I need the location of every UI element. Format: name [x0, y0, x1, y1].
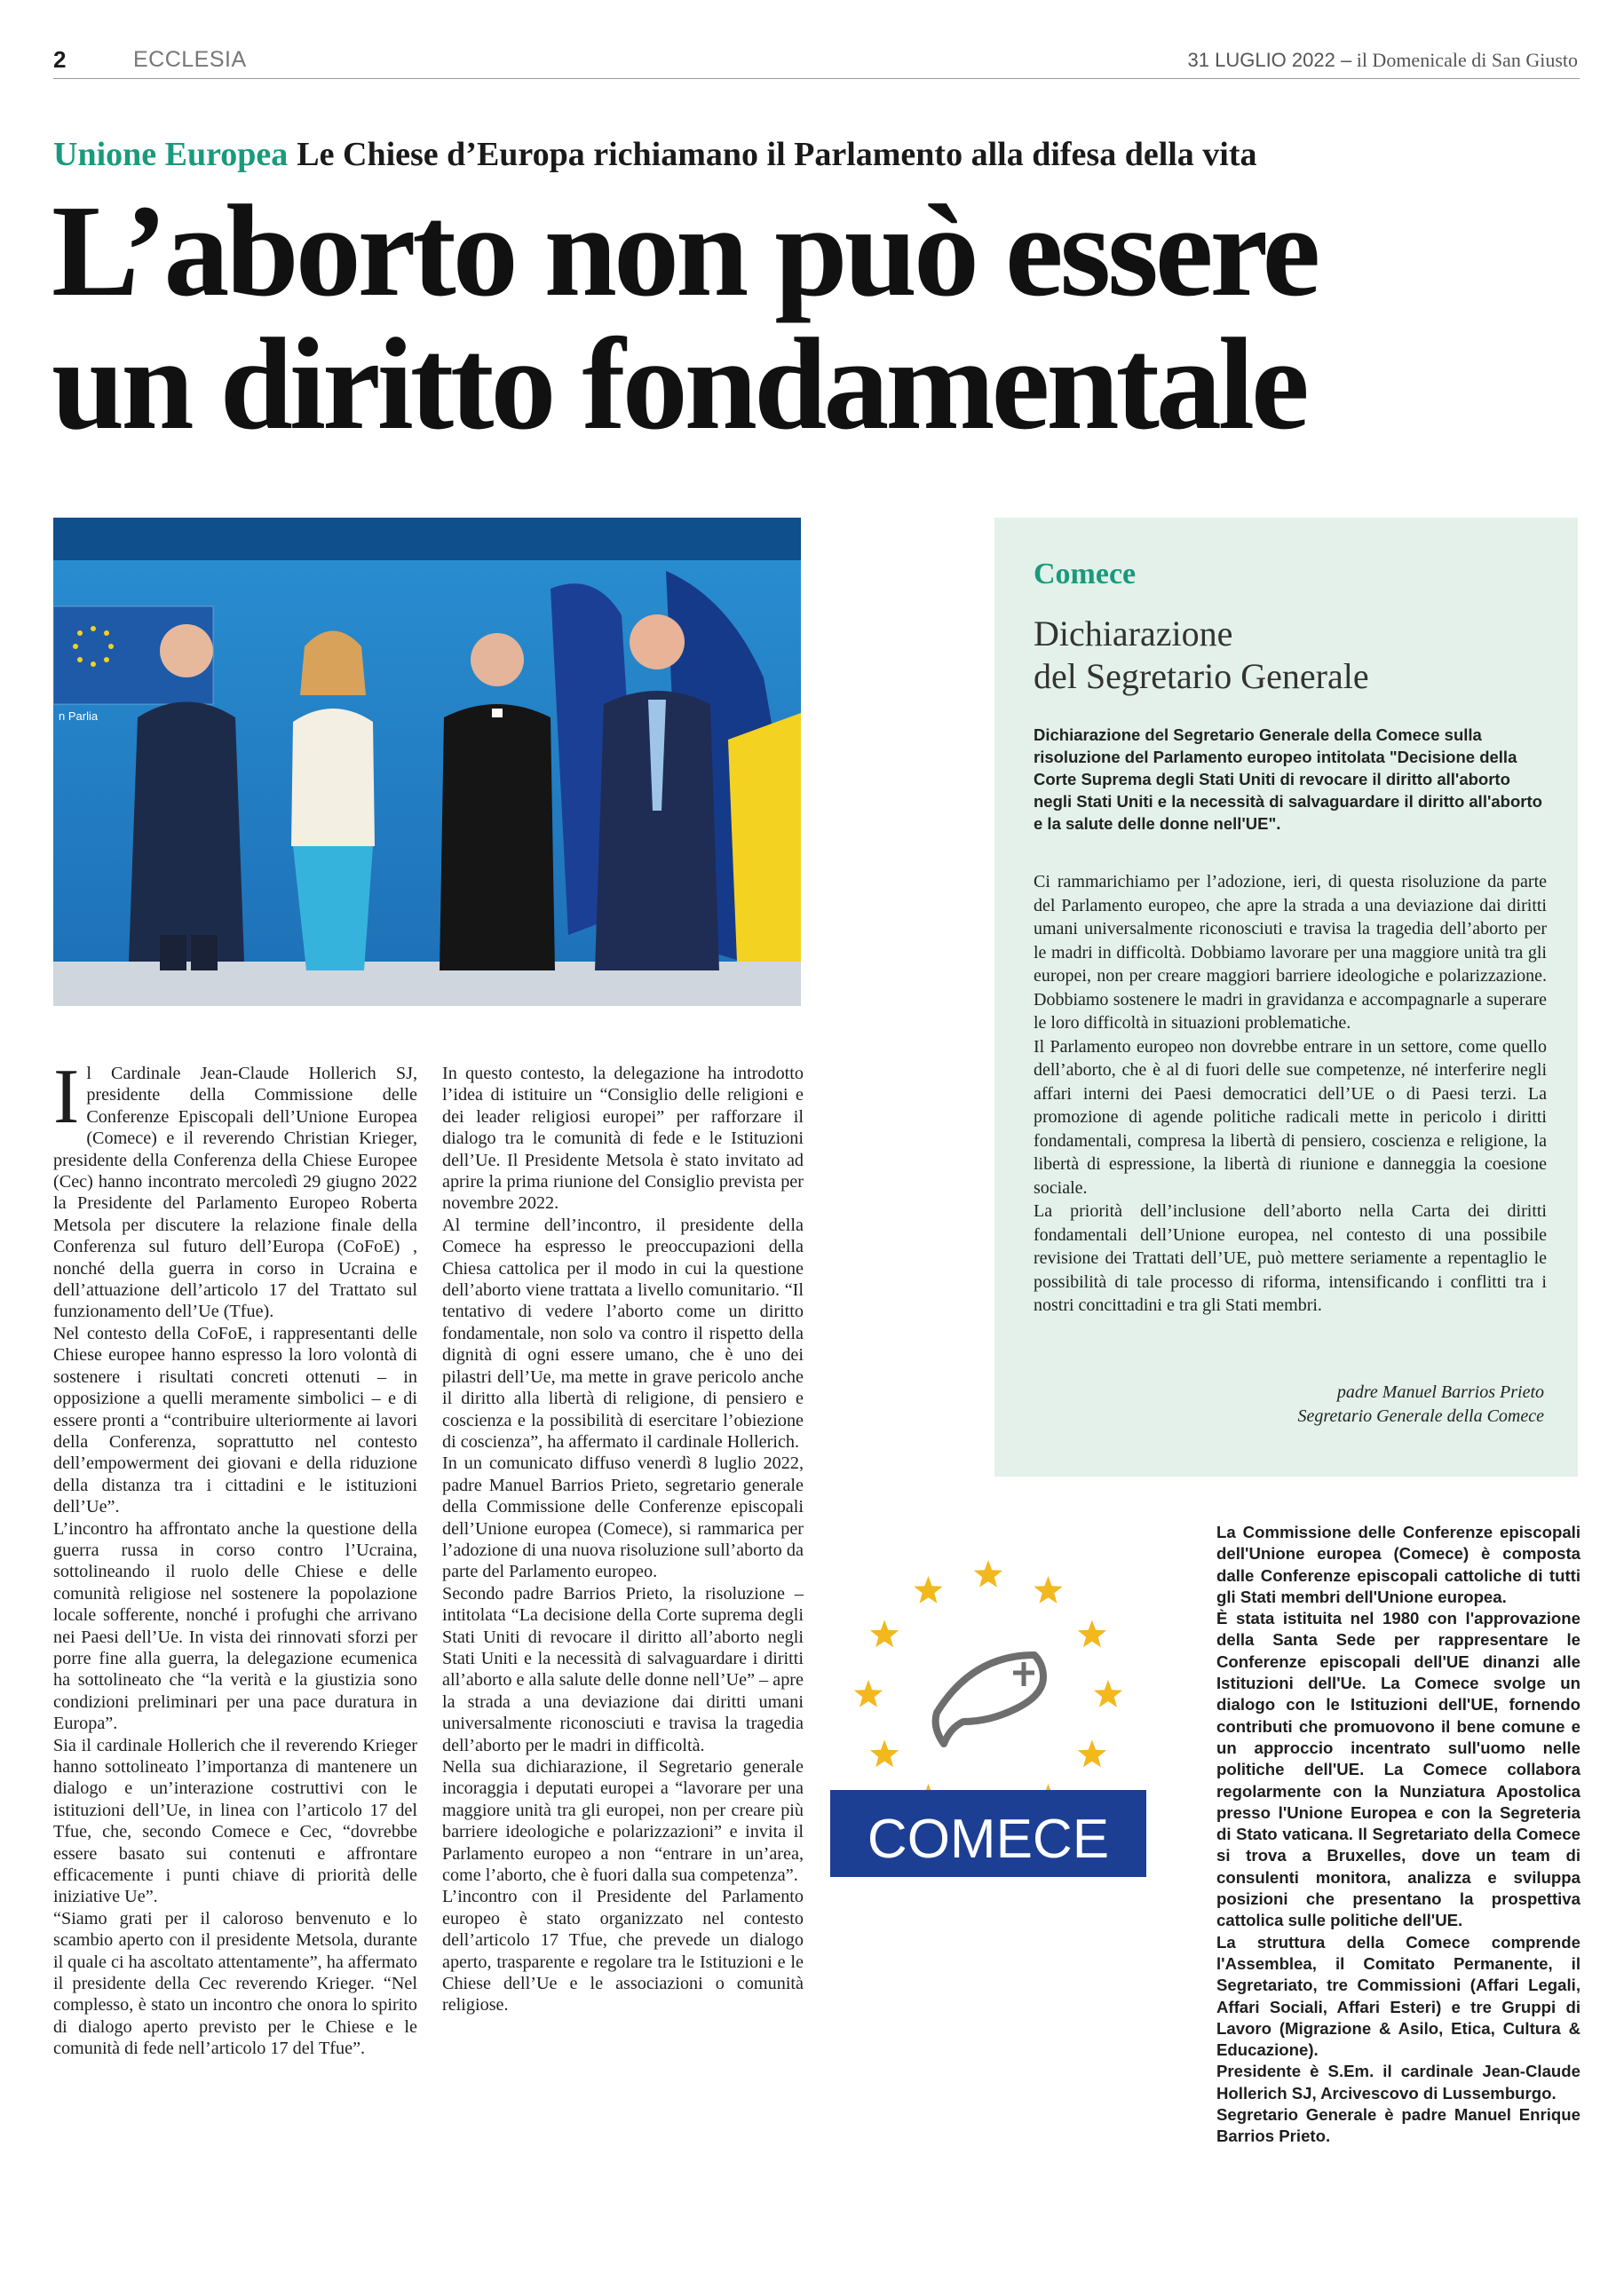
- info-paragraph: La struttura della Comece comprende l'Assemblea, il Comitato Permanente, il Segretariato, tre Commissioni (Affari Legali, Affari Sociali, Affari Esteri) e tre Gruppi di Lavoro (Migrazione & Asilo, Etica, Cultura & Educazione).: [1216, 1932, 1580, 2060]
- article-paragraph: “Siamo grati per il caloroso benvenuto e lo scambio aperto con il presidente Metsola, durante il quale ci ha ascoltato attentamente”, ha affermato il presidente della Cec reverendo Krieger. “Nel complesso, è stato un incontro che onora lo spirito di dialogo aperto previsto per le Chiese e le comunità di fede nell’articolo 17 del Tfue”.: [53, 1908, 417, 2059]
- article-category: Unione Europea: [53, 136, 289, 173]
- statement-category: Comece: [1034, 558, 1137, 590]
- article-headline: [51, 178, 1596, 457]
- statement-paragraph: La priorità dell’inclusione dell’aborto nella Carta dei diritti fondamentali dell’Unione europea, nel contesto di una possibile revisione dei Trattati dell’UE, può mettere seriamente a repentaglio le possibilità di tale processo di riforma, intensificando i conflitti tra i nostri concittadini e tra gli Stati membri.: [1034, 1201, 1547, 1315]
- article-subtitle: Le Chiese d’Europa richiamano il Parlamento alla difesa della vita: [297, 136, 1257, 173]
- signature-name: padre Manuel Barrios Prieto: [1336, 1382, 1544, 1402]
- signature-role: Segretario Generale della Comece: [1297, 1406, 1544, 1426]
- issue-info: [1188, 49, 1578, 72]
- article-paragraph: Nella sua dichiarazione, il Segretario generale incoraggia i deputati europei a “lavorare per una maggiore unità tra gli europei, non per creare più barriere ideologiche e polarizzazioni” e invita il Parlamento europeo a non “entrare in un’area, come l’aborto, che è fuori dalla sua competenza”.: [442, 1757, 804, 1886]
- statement-paragraph: Ci rammarichiamo per l’adozione, ieri, di questa risoluzione da parte del Parlamento europeo, che apre la strada a una deviazione dai diritti umani universalmente riconosciuti e travisa la tragedia dell’aborto per le madri in difficoltà. Dobbiamo lavorare per una maggiore unità tra gli europei, non per creare maggiori barriere ideologiche e polarizzazione. Dobbiamo sostenere le madri in gravidanza e accompagnarle a superare le loro difficoltà in situazioni problematiche.: [1034, 872, 1547, 1033]
- article-kicker: [53, 135, 1257, 174]
- info-paragraph: È stata istituita nel 1980 con l'approvazione della Santa Sede per rappresentare le Conferenze episcopali dell'UE dinanzi alle Istituzioni dell'Ue. La Comece svolge un dialogo con le Istituzioni dell'UE, fornendo contributi che promuovono il bene comune e un approccio incentrato sull'uomo nelle politiche dell'UE. La Comece collabora regolarmente con la Nunziatura Apostolica presso l'Unione Europea e con la Segreteria di Stato vaticana. Il Segretariato della Comece si trova a Bruxelles, dove un team di consulenti monitora, analizza e sviluppa posizioni che presentano la prospettiva cattolica sulle politiche dell'UE.: [1216, 1609, 1580, 1930]
- article-paragraph: L’incontro con il Presidente del Parlamento europeo è stato organizzato nel contesto dell’articolo 17 Tfue, che prevede un dialogo aperto, trasparente e regolare tra le Istituzioni e le Chiese dell’Ue e le associazioni o comunità religiose.: [442, 1887, 804, 2016]
- article-paragraph: Il Cardinale Jean-Claude Hollerich SJ, presidente della Commissione delle Conferenze Episcopali dell’Unione Europea (Comece) e il reverendo Christian Krieger, presidente della Conferenza della Chiese Europee (Cec) hanno incontrato mercoledì 29 giugno 2022 la Presidente del Parlamento Europeo Roberta Metsola per discutere la relazione finale della Conferenza sul futuro dell’Europa (CoFoE) , nonché della guerra in corso in Ucraina e dell’attuazione dell’articolo 17 del Trattato sul funzionamento dell’Ue (Tfue).: [53, 1054, 417, 1322]
- article-paragraph: Nel contesto della CoFoE, i rappresentanti delle Chiese europee hanno espresso la loro volontà di sostenere i risultati concreti ottenuti – in opposizione a quelli meramente simbolici – e di essere pronti a “contribuire ulteriormente ai lavori della Conferenza, soprattutto nel contesto dell’empowerment dei giovani e della riduzione della distanza tra i cittadini e le istituzioni dell’Ue”.: [53, 1323, 417, 1517]
- statement-lead: Dichiarazione del Segretario Generale della Comece sulla risoluzione del Parlamento europeo intitolata "Decisione della Corte Suprema degli Stati Uniti di revocare il diritto all'aborto negli Stati Uniti e la necessità di salvaguardare il diritto all'aborto e la salute delle donne nell'UE".: [1034, 725, 1542, 833]
- page-number: 2: [53, 46, 67, 73]
- photo-banner-text: n Parlia: [59, 709, 99, 723]
- article-photo: [53, 518, 801, 1006]
- statement-title: [1034, 613, 1557, 698]
- article-paragraph: Secondo padre Barrios Prieto, la risoluzione – intitolata “La decisione della Corte suprema degli Stati Uniti di revocare il diritto all’aborto negli Stati Uniti e la necessità di salvaguardare i diritti all’aborto e alla salute delle donne nell’Ue” – apre la strada a una deviazione dai diritti umani universalmente riconosciuti e travisa la tragedia dell’aborto per le madri in difficoltà.: [442, 1583, 804, 1755]
- issue-date: 31 LUGLIO 2022 –: [1187, 49, 1352, 71]
- meeting-photo-illustration: [53, 518, 801, 1006]
- headline-line-2: un diritto fondamentale: [51, 312, 1306, 457]
- statement-title-line-2: del Segretario Generale: [1034, 656, 1369, 696]
- info-paragraph: Presidente è S.Em. il cardinale Jean-Claude Hollerich SJ, Arcivescovo di Lussemburgo.: [1216, 2062, 1580, 2103]
- statement-signature: [1034, 1381, 1544, 1429]
- statement-title-line-1: Dichiarazione: [1034, 614, 1233, 653]
- comece-info: [1216, 1522, 1580, 2148]
- article-column-2: [442, 1063, 804, 2016]
- section-label: ECCLESIA: [133, 47, 247, 72]
- comece-logo: [830, 1522, 1146, 1877]
- info-paragraph: Segretario Generale è padre Manuel Enrique Barrios Prieto.: [1216, 2105, 1580, 2146]
- article-paragraph: In un comunicato diffuso venerdì 8 luglio 2022, padre Manuel Barrios Prieto, segretario generale della Commissione delle Conferenze episcopali dell’Unione europea (Comece), si rammarica per l’adozione di una nuova risoluzione sull’aborto da parte del Parlamento europeo.: [442, 1453, 804, 1582]
- comece-logo-graphic: [830, 1522, 1146, 1877]
- article-paragraph: Sia il cardinale Hollerich che il reverendo Krieger hanno sottolineato l’importanza di mantenere un dialogo e un’interazione costruttivi con le istituzioni dell’Ue, in linea con l’articolo 17 del Tfue, che, secondo Comece e Cec, “dovrebbe essere basato sui contenuti e affrontare efficacemente i punti chiave di priorità delle iniziative Ue”.: [53, 1735, 417, 1907]
- person-2: [291, 631, 375, 971]
- article-paragraph: In questo contesto, la delegazione ha introdotto l’idea di istituire un “Consiglio delle religioni e dei leader religiosi europei” per rafforzare il dialogo tra le comunità di fede e le Istituzioni dell’Ue. Il Presidente Metsola è stato invitato ad aprire la prima riunione del Consiglio prevista per novembre 2022.: [442, 1064, 804, 1214]
- header-rule: [53, 78, 1580, 79]
- statement-paragraph: Il Parlamento europeo non dovrebbe entrare in un settore, come quello dell’aborto, che è al di fuori delle sue competenze, né interferire negli affari interni dei Paesi democratici dell’UE o di Paesi terzi. La promozione di agende politiche radicali mette in pericolo i diritti fondamentali, compresa la libertà di pensiero, coscienza e religione, la libertà di espressione, la libertà di riunione e danneggia la coesione sociale.: [1034, 1036, 1547, 1198]
- newspaper-name: il Domenicale di San Giusto: [1356, 49, 1578, 71]
- logo-text: COMECE: [867, 1809, 1110, 1870]
- drop-cap: I: [53, 1054, 80, 1140]
- article-paragraph: L’incontro ha affrontato anche la questione della guerra russa in corso contro l’Ucraina, sottolineando il ruolo delle Chiese e delle comunità religiose nel sostenere la popolazione locale sofferente, nonché i profughi che arrivano nei Paesi dell’Ue. In vista dei rinnovati sforzi per porre fine alla guerra, la delegazione ecumenica ha sottolineato che “la verità e la giustizia sono condizioni preliminari per una pace duratura in Europa”.: [53, 1518, 417, 1734]
- info-paragraph: La Commissione delle Conferenze episcopali dell'Unione europea (Comece) è composta dalle Conferenze episcopali cattoliche di tutti gli Stati membri dell'Unione europea.: [1216, 1523, 1580, 1606]
- article-column-1: [53, 1054, 417, 2060]
- article-paragraph: Al termine dell’incontro, il presidente della Comece ha espresso le preoccupazioni della Chiesa cattolica per il modo in cui la questione dell’aborto viene trattata a livello comunitario. “Il tentativo di vedere l’aborto come un diritto fondamentale, non solo va contro il rispetto della dignità di ogni essere umano, che è uno dei pilastri dell’Ue, ma mette in grave pericolo anche il diritto alla libertà di religione, di pensiero e coscienza e la possibilità di esercitare l’obiezione di coscienza”, ha affermato il cardinale Hollerich.: [442, 1215, 804, 1452]
- statement-body: [1034, 870, 1547, 1318]
- headline-line-1: L’aborto non può essere: [51, 178, 1318, 324]
